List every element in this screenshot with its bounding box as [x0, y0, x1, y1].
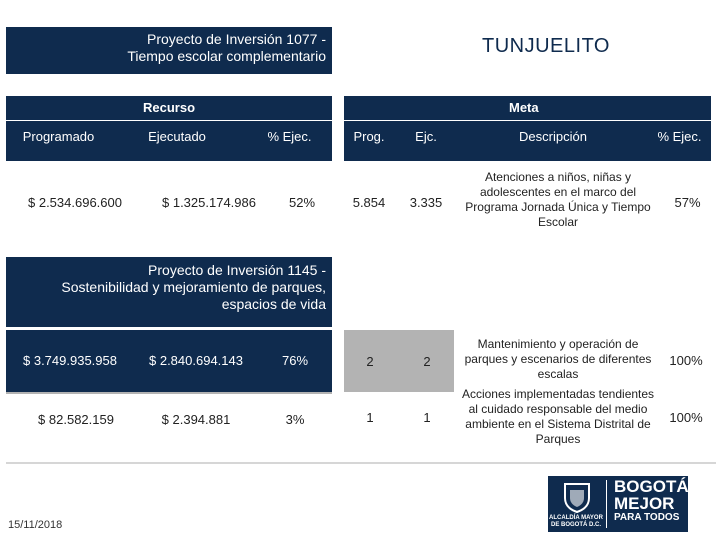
project-2-title-line2: Sostenibilidad y mejoramiento de parques, — [61, 279, 326, 295]
header-descripcion: Descripción — [519, 129, 587, 144]
row1-pct-meta: 57% — [674, 194, 701, 210]
city-crest-icon — [560, 480, 594, 514]
header-prog: Prog. — [353, 129, 385, 144]
row3-pct-recurso: 3% — [285, 411, 305, 427]
header-pct-ejec-recurso: % Ejec. — [267, 129, 312, 144]
row3-pct-meta: 100% — [669, 409, 703, 425]
header-pct-ejec-meta: % Ejec. — [657, 129, 702, 144]
meta-band: Meta — [344, 96, 711, 120]
row2-descripcion: Mantenimiento y operación de parques y escenarios de diferentes escalas — [464, 336, 652, 381]
alcaldia-line1: ALCALDÍA MAYOR — [549, 515, 603, 521]
row3-programado: $ 82.582.159 — [38, 411, 114, 427]
slogan-line1: BOGOTÁ — [614, 477, 689, 496]
municipality-title: TUNJUELITO — [482, 35, 610, 57]
row1-ejecutado: $ 1.325.174.986 — [162, 194, 256, 210]
slogan — [614, 477, 689, 524]
header-ejc: Ejc. — [415, 129, 437, 144]
row2-ejc: 2 — [423, 353, 431, 369]
row2-pct-meta: 100% — [669, 352, 703, 368]
alcaldia-line2: DE BOGOTÁ D.C. — [550, 522, 601, 528]
row3-prog: 1 — [366, 409, 374, 425]
alcaldia-text — [548, 515, 604, 529]
row1-pct-recurso: 52% — [288, 194, 316, 210]
project-2-title-line3: espacios de vida — [221, 296, 326, 312]
footer-divider — [6, 462, 716, 464]
header-ejecutado: Ejecutado — [148, 129, 206, 144]
row3-descripcion: Acciones implementadas tendientes al cuidado responsable del medio ambiente en el Sistema Distrital de Parques — [461, 387, 655, 446]
project-1-header — [6, 27, 332, 74]
header-programado: Programado — [22, 129, 95, 144]
logo-separator — [606, 480, 607, 528]
project-1-title-line1: Proyecto de Inversión 1077 - — [147, 31, 326, 47]
project-2-title-line1: Proyecto de Inversión 1145 - — [148, 262, 326, 278]
project-2-header — [6, 257, 332, 327]
recurso-band: Recurso — [6, 96, 332, 120]
row1-ejc: 3.335 — [409, 194, 443, 210]
row3-ejecutado: $ 2.394.881 — [161, 411, 231, 427]
project-1-title-line2: Tiempo escolar complementario — [127, 48, 326, 64]
row1-programado: $ 2.534.696.600 — [28, 194, 122, 210]
row2-programado: $ 3.749.935.958 — [23, 353, 117, 368]
row1-prog: 5.854 — [352, 194, 386, 210]
row2-pct-recurso: 76% — [281, 353, 309, 368]
row2-ejecutado: $ 2.840.694.143 — [149, 353, 243, 368]
row2-prog: 2 — [366, 353, 374, 369]
slogan-line3: PARA TODOS — [614, 512, 680, 523]
row3-ejc: 1 — [423, 409, 431, 425]
row1-descripcion: Atenciones a niños, niñas y adolescentes en el marco del Programa Jornada Única y Tiempo Escolar — [465, 170, 651, 229]
slogan-line2: MEJOR — [614, 494, 675, 513]
footer-date: 15/11/2018 — [8, 519, 63, 531]
